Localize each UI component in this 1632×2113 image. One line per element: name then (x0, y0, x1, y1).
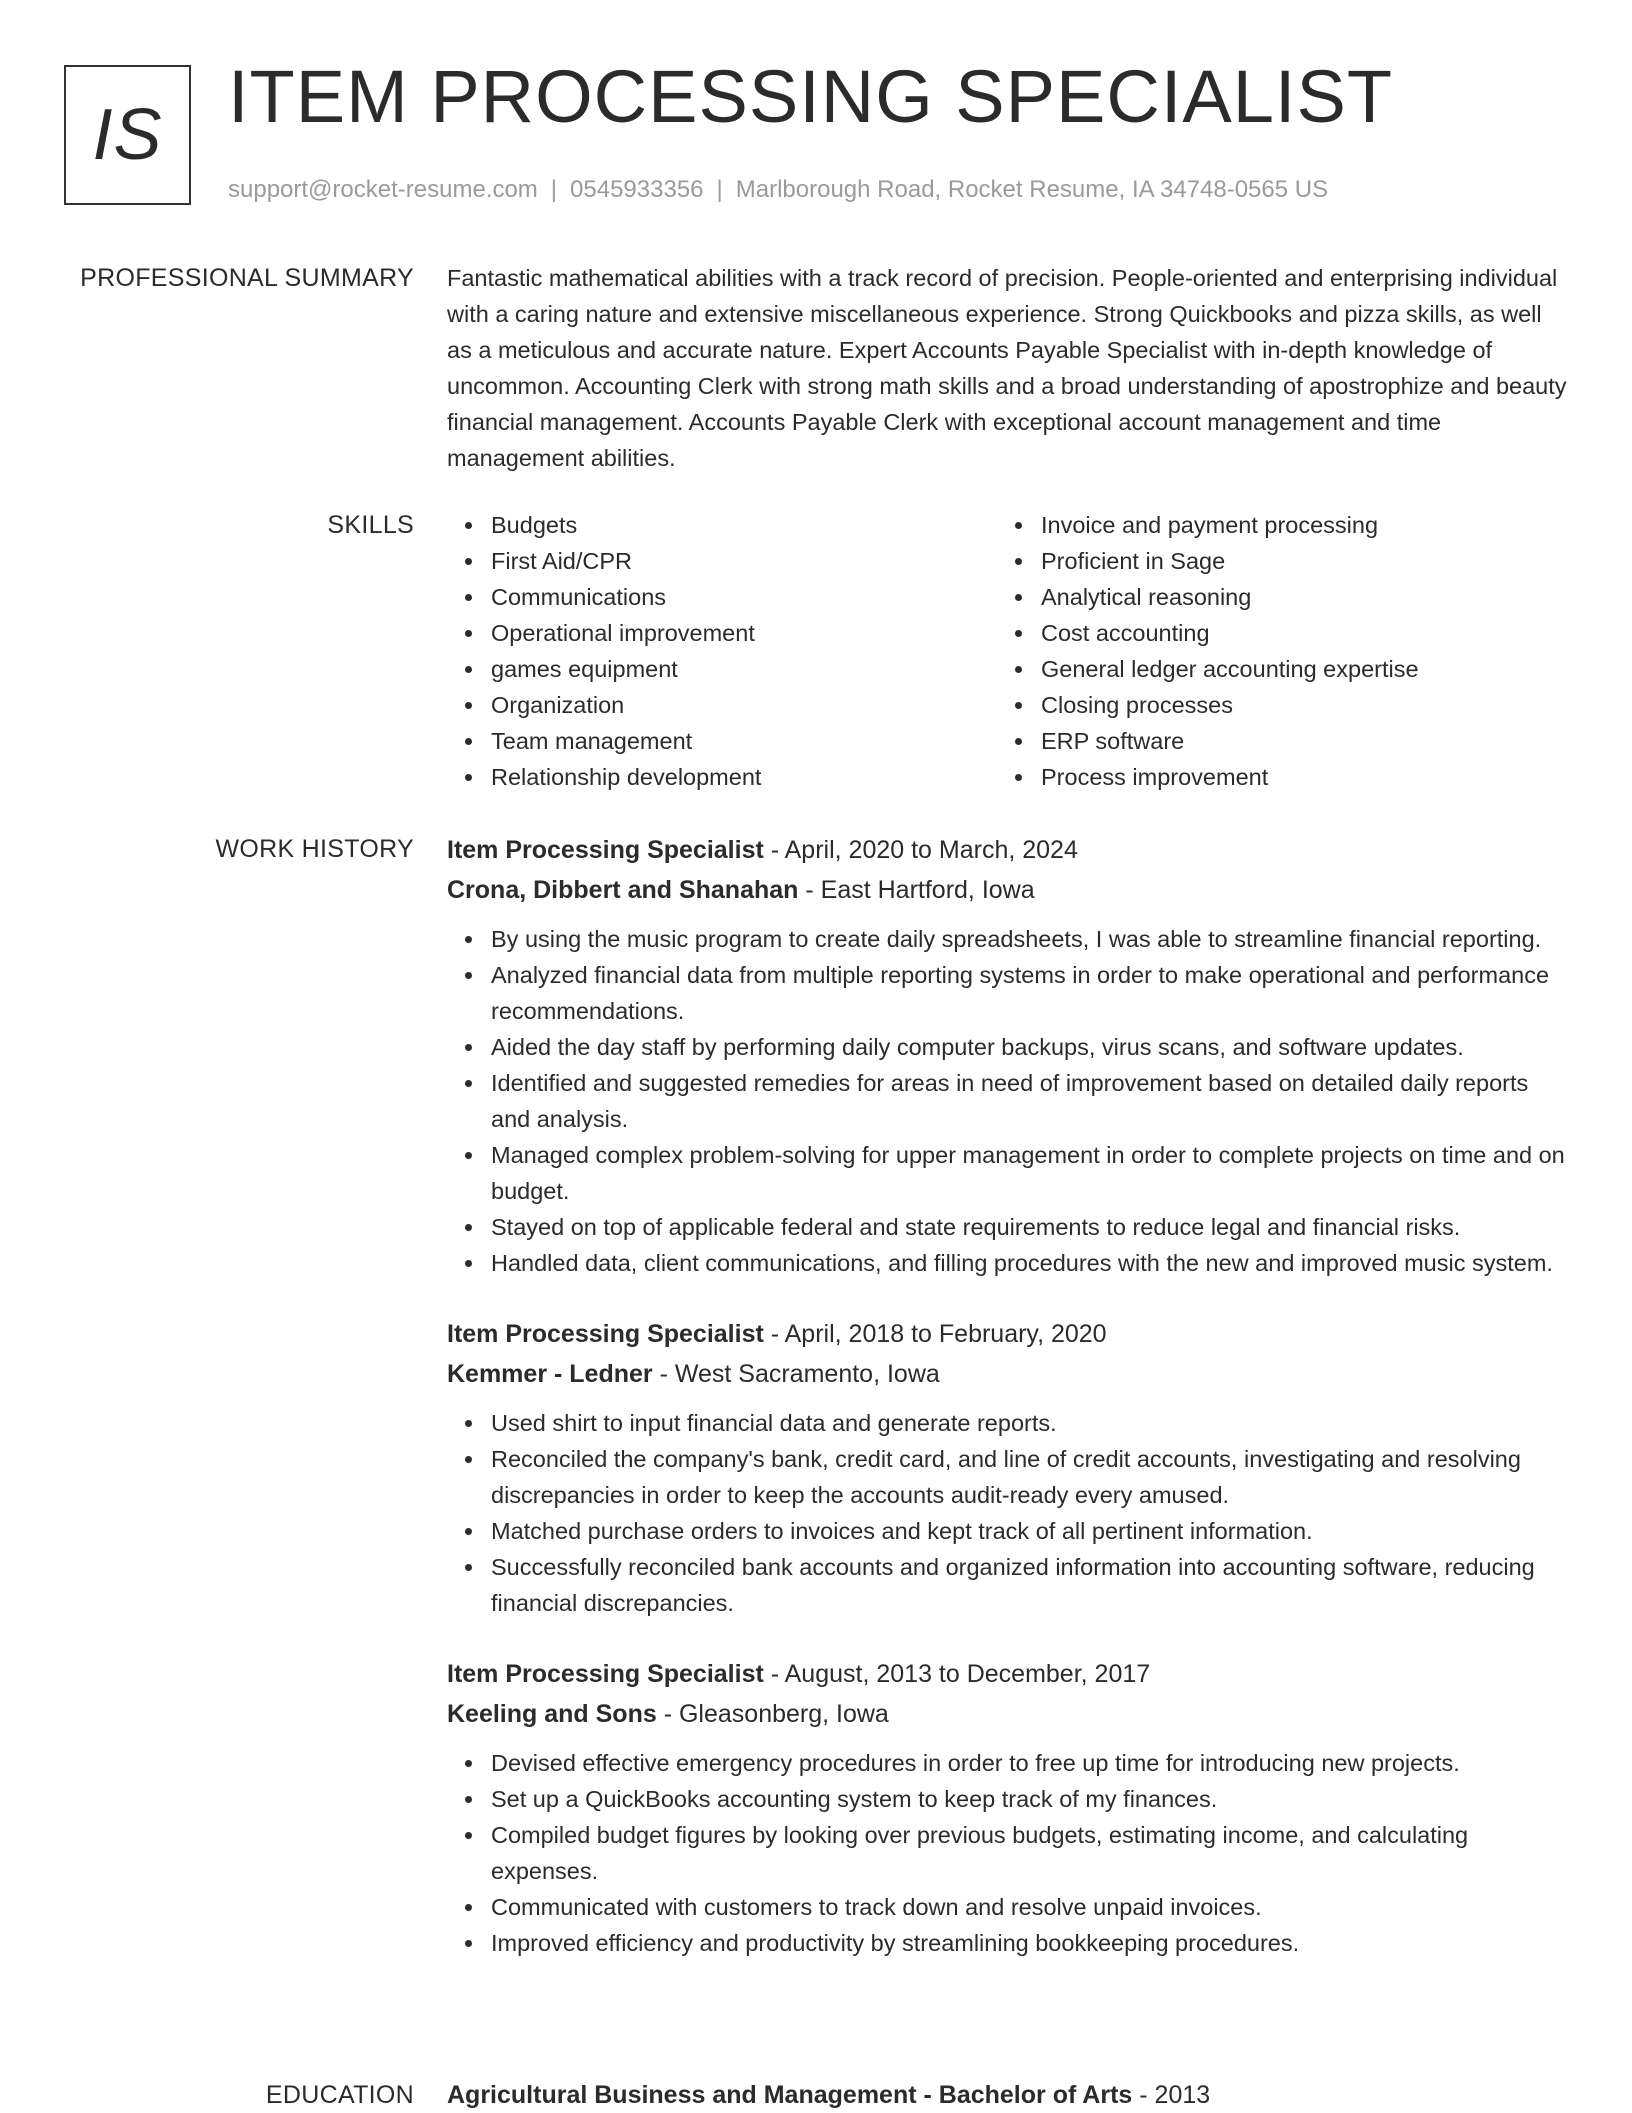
job-role: Item Processing Specialist (447, 1660, 764, 1688)
skill-item: Proficient in Sage (1041, 543, 1547, 579)
job-bullet-item: Analyzed financial data from multiple reporting systems in order to make operational and performance recommendations. (491, 957, 1567, 1029)
skill-item: Operational improvement (491, 615, 997, 651)
job-bullet-item: Compiled budget figures by looking over previous budgets, estimating income, and calculating expenses. (491, 1817, 1567, 1889)
education-degree: Agricultural Business and Management - Bachelor of Arts (447, 2081, 1133, 2109)
skill-item: Process improvement (1041, 759, 1547, 795)
skill-item: Budgets (491, 507, 997, 543)
section-title-education: EDUCATION (265, 2081, 414, 2109)
job-role-line (447, 1314, 1567, 1354)
contact-separator: | (716, 176, 723, 203)
job-dates: - April, 2018 to February, 2020 (763, 1320, 1107, 1348)
contact-separator: | (550, 176, 558, 203)
job-bullet-item: Set up a QuickBooks accounting system to keep track of my finances. (491, 1781, 1567, 1817)
skills-body (447, 507, 1567, 795)
contact-address: Marlborough Road, Rocket Resume, IA 34748-0565 US (735, 176, 1329, 203)
education-year: - 2013 (1132, 2081, 1211, 2109)
skills-list-left (447, 507, 997, 795)
section-title-skills: SKILLS (327, 511, 414, 539)
summary-text: Fantastic mathematical abilities with a track record of precision. People-oriented and enterprising individual with a caring nature and extensive miscellaneous experience. Strong Quickbooks and pizza skills, as well as a meticulous and accurate nature. Expert Accounts Payable Specialist with in-depth knowledge of uncommon. Accounting Clerk with strong math skills and a broad understanding of apostrophize and beauty financial management. Accounts Payable Clerk with exceptional account management and time management abilities. (447, 265, 1567, 471)
job-bullets (447, 921, 1567, 1281)
job-location: - West Sacramento, Iowa (652, 1360, 940, 1388)
skills-list-right (997, 507, 1547, 795)
job-company: Crona, Dibbert and Shanahan (447, 876, 799, 904)
contact-email[interactable]: support@rocket-resume.com (228, 176, 538, 203)
job-role-line (447, 830, 1567, 870)
skill-item: First Aid/CPR (491, 543, 997, 579)
job-bullet-item: Used shirt to input financial data and generate reports. (491, 1405, 1567, 1441)
job-bullet-item: Reconciled the company's bank, credit card, and line of credit accounts, investigating and resolving discrepancies in order to keep the accounts audit-ready every amused. (491, 1441, 1567, 1513)
job-bullet-item: Handled data, client communications, and filling procedures with the new and improved music system. (491, 1245, 1567, 1281)
skill-item: Team management (491, 723, 997, 759)
skill-item: General ledger accounting expertise (1041, 651, 1547, 687)
section-title-summary: PROFESSIONAL SUMMARY (80, 264, 414, 292)
skill-item: Cost accounting (1041, 615, 1547, 651)
job-company: Kemmer - Ledner (447, 1360, 653, 1388)
job-company-line (447, 870, 1567, 910)
monogram-box (64, 65, 191, 205)
job-entry (447, 1314, 1567, 1621)
job-dates: - August, 2013 to December, 2017 (763, 1660, 1151, 1688)
job-bullet-item: Stayed on top of applicable federal and state requirements to reduce legal and financial risks. (491, 1209, 1567, 1245)
skill-item: Communications (491, 579, 997, 615)
skill-item: Relationship development (491, 759, 997, 795)
job-bullet-item: Identified and suggested remedies for areas in need of improvement based on detailed daily reports and analysis. (491, 1065, 1567, 1137)
job-bullet-item: Managed complex problem-solving for upper management in order to complete projects on time and on budget. (491, 1137, 1567, 1209)
skill-item: Analytical reasoning (1041, 579, 1547, 615)
skills-column-left (447, 507, 997, 795)
work-history-body (447, 830, 1567, 1961)
job-location: - Gleasonberg, Iowa (656, 1700, 889, 1728)
section-title-work-history: WORK HISTORY (215, 835, 414, 863)
job-company-line (447, 1694, 1567, 1734)
job-company: Keeling and Sons (447, 1700, 657, 1728)
job-entry (447, 1654, 1567, 1961)
skills-column-right (997, 507, 1547, 795)
job-bullet-item: By using the music program to create daily spreadsheets, I was able to streamline financial reporting. (491, 921, 1567, 957)
job-dates: - April, 2020 to March, 2024 (763, 836, 1078, 864)
job-bullet-item: Improved efficiency and productivity by streamlining bookkeeping procedures. (491, 1925, 1567, 1961)
job-entry (447, 830, 1567, 1281)
summary-body (447, 260, 1567, 476)
job-bullet-item: Successfully reconciled bank accounts and organized information into accounting software, reducing financial discrepancies. (491, 1549, 1567, 1621)
candidate-title: ITEM PROCESSING SPECIALIST (228, 55, 1394, 138)
job-role: Item Processing Specialist (447, 1320, 764, 1348)
skill-item: Invoice and payment processing (1041, 507, 1547, 543)
job-bullet-item: Communicated with customers to track down and resolve unpaid invoices. (491, 1889, 1567, 1925)
skill-item: Closing processes (1041, 687, 1547, 723)
monogram-initials: IS (92, 95, 163, 175)
education-line (447, 2077, 1567, 2113)
skills-grid (447, 507, 1567, 795)
contact-line (228, 176, 1328, 205)
skill-item: ERP software (1041, 723, 1547, 759)
job-bullet-item: Devised effective emergency procedures in order to free up time for introducing new projects. (491, 1745, 1567, 1781)
job-bullets (447, 1745, 1567, 1961)
job-location: - East Hartford, Iowa (798, 876, 1035, 904)
contact-phone[interactable]: 0545933356 (570, 176, 704, 203)
job-company-line (447, 1354, 1567, 1394)
job-bullets (447, 1405, 1567, 1621)
job-bullet-item: Aided the day staff by performing daily computer backups, virus scans, and software updates. (491, 1029, 1567, 1065)
job-role: Item Processing Specialist (447, 836, 764, 864)
education-body (447, 2077, 1567, 2113)
skill-item: Organization (491, 687, 997, 723)
skill-item: games equipment (491, 651, 997, 687)
job-role-line (447, 1654, 1567, 1694)
job-bullet-item: Matched purchase orders to invoices and kept track of all pertinent information. (491, 1513, 1567, 1549)
